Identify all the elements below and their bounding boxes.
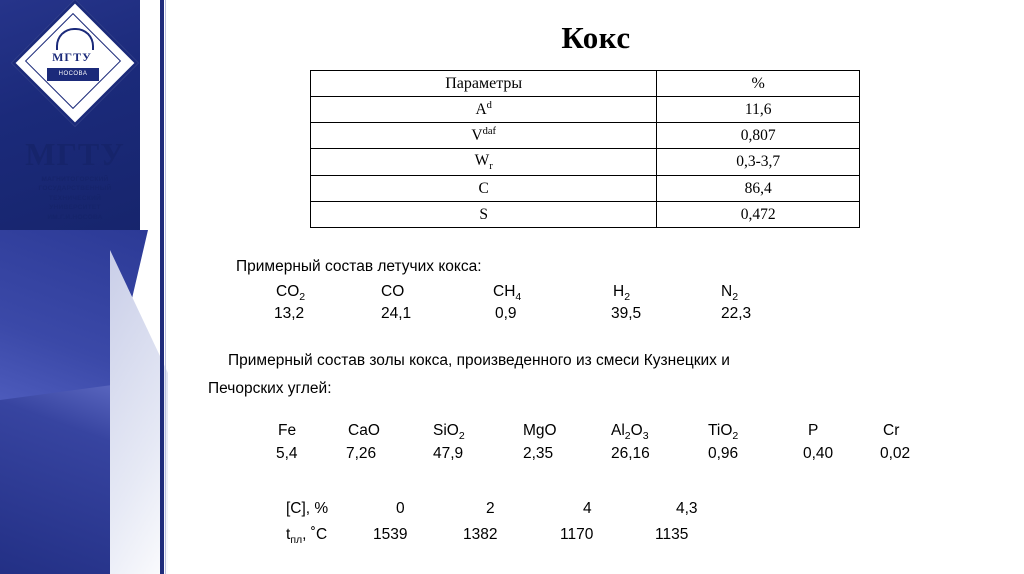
table-row — [311, 123, 860, 149]
logo-line-5: ИМ.Г.И.НОСОВА — [47, 213, 103, 221]
table-cell-parameter — [311, 149, 657, 176]
volatiles-formula-n2 — [721, 283, 738, 303]
melting-carbon-1: 2 — [486, 500, 495, 517]
emblem-ribbon-text: НОСОВА — [47, 68, 99, 81]
table-row — [311, 202, 860, 228]
ash-formula-mgo: MgO — [523, 422, 557, 439]
ash-formula-al2o3: $Al_2O_3$ — [611, 422, 649, 443]
table-header-parameters: Параметры — [311, 71, 657, 97]
ash-value-cao: 7,26 — [346, 445, 377, 462]
table-header-percent: % — [657, 71, 860, 97]
formula-sub: 2 — [299, 291, 306, 304]
table-cell-parameter — [311, 123, 657, 149]
melting-temp-1: 1382 — [463, 526, 498, 543]
slide-content — [168, 0, 1024, 574]
volatiles-value-n2: 22,3 — [721, 305, 752, 322]
melting-carbon-3: 4,3 — [676, 500, 698, 517]
ash-caption-line-1: Примерный состав золы кокса, произведенного из смеси Кузнецких и — [228, 352, 730, 369]
ash-value-mgo: 2,35 — [523, 445, 554, 462]
decorative-sidebar — [0, 0, 168, 574]
ash-grid — [168, 422, 1024, 472]
table-header-row — [311, 71, 860, 97]
formula-main: CO — [276, 283, 300, 300]
melting-carbon-0: 0 — [396, 500, 405, 517]
table-cell-value: 86,4 — [657, 176, 860, 202]
ash-value-al2o3: 26,16 — [611, 445, 650, 462]
ash-value-sio2: 47,9 — [433, 445, 464, 462]
volatiles-formula-h2 — [613, 283, 630, 303]
university-logo — [10, 138, 140, 222]
param-symbol: V — [471, 127, 483, 145]
page-title: Кокс — [561, 20, 631, 55]
melting-label-sub: пл — [290, 534, 303, 547]
melting-label-temperature — [286, 526, 327, 546]
table-row — [311, 97, 860, 123]
ash-formula-fe: Fe — [278, 422, 297, 439]
melting-temp-0: 1539 — [373, 526, 408, 543]
melting-temp-2: 1170 — [560, 526, 594, 543]
param-subscript: r — [489, 161, 493, 173]
table-cell-value: 0,807 — [657, 123, 860, 149]
volatiles-formula-co — [381, 283, 404, 301]
formula-main: N — [721, 283, 733, 300]
formula-sub: 2 — [624, 430, 631, 443]
volatiles-value-h2: 39,5 — [611, 305, 642, 322]
melting-label-unit: , ˚С — [302, 526, 328, 543]
formula-sub: 2 — [624, 291, 631, 304]
melting-label-t: t — [286, 526, 291, 543]
ash-caption-line-2: Печорских углей: — [208, 380, 332, 397]
logo-line-3: ТЕХНИЧЕСКИЙ — [48, 194, 102, 202]
ash-value-p: 0,40 — [803, 445, 834, 462]
melting-label-carbon: [С], % — [286, 500, 329, 517]
logo-line-2: ГОСУДАРСТВЕННЫЙ — [38, 185, 112, 193]
parameters-table — [310, 70, 860, 228]
param-symbol: W — [474, 152, 490, 170]
formula-main: H — [613, 283, 625, 300]
ash-formula-tio2: TiO$_2$ — [708, 422, 739, 443]
sidebar-edge-light — [165, 0, 166, 574]
table-row — [311, 176, 860, 202]
ash-formula-cr: Cr — [883, 422, 900, 439]
table-cell-value: 11,6 — [657, 97, 860, 123]
table-cell-parameter: C — [311, 176, 657, 202]
logo-abbreviation: МГТУ — [25, 136, 125, 172]
formula-main: CH — [493, 283, 516, 300]
sidebar-edge — [160, 0, 164, 574]
table-cell-value: 0,3-3,7 — [657, 149, 860, 176]
volatiles-value-co2: 13,2 — [274, 305, 305, 322]
formula-sub: 4 — [515, 291, 522, 304]
table-cell-parameter — [311, 97, 657, 123]
formula-sub: 3 — [642, 430, 649, 443]
table-cell-value: 0,472 — [657, 202, 860, 228]
volatiles-value-co: 24,1 — [381, 305, 412, 322]
param-symbol: A — [475, 101, 487, 119]
param-superscript: daf — [482, 126, 497, 138]
ash-value-cr: 0,02 — [880, 445, 911, 462]
volatiles-value-ch4: 0,9 — [495, 305, 517, 322]
logo-full-name — [10, 175, 140, 222]
formula-main: CO — [381, 283, 405, 300]
ash-formula-sio2: SiO$_2$ — [433, 422, 465, 443]
volatiles-formula-ch4 — [493, 283, 521, 303]
formula-sub: 2 — [732, 430, 739, 443]
melting-temp-3: 1135 — [655, 526, 689, 543]
melting-carbon-2: 4 — [583, 500, 592, 517]
ash-value-fe: 5,4 — [276, 445, 298, 462]
logo-line-4: УНИВЕРСИТЕТ — [49, 204, 101, 212]
ash-formula-cao: CaO — [348, 422, 380, 439]
formula-sub: 2 — [458, 430, 465, 443]
logo-line-1: МАГНИТОГОРСКИЙ — [41, 176, 109, 183]
formula-sub: 2 — [732, 291, 739, 304]
emblem-badge-text: МГТУ — [52, 50, 92, 64]
ash-value-tio2: 0,96 — [708, 445, 739, 462]
volatiles-caption: Примерный состав летучих кокса: — [236, 258, 482, 275]
melting-grid — [168, 500, 1024, 560]
volatiles-formula-co2 — [276, 283, 305, 303]
mgtu-emblem-icon — [22, 10, 126, 132]
ash-formula-p: P — [808, 422, 819, 439]
volatiles-grid — [168, 283, 1024, 333]
param-superscript: d — [486, 100, 492, 111]
table-row — [311, 149, 860, 176]
table-cell-parameter: S — [311, 202, 657, 228]
